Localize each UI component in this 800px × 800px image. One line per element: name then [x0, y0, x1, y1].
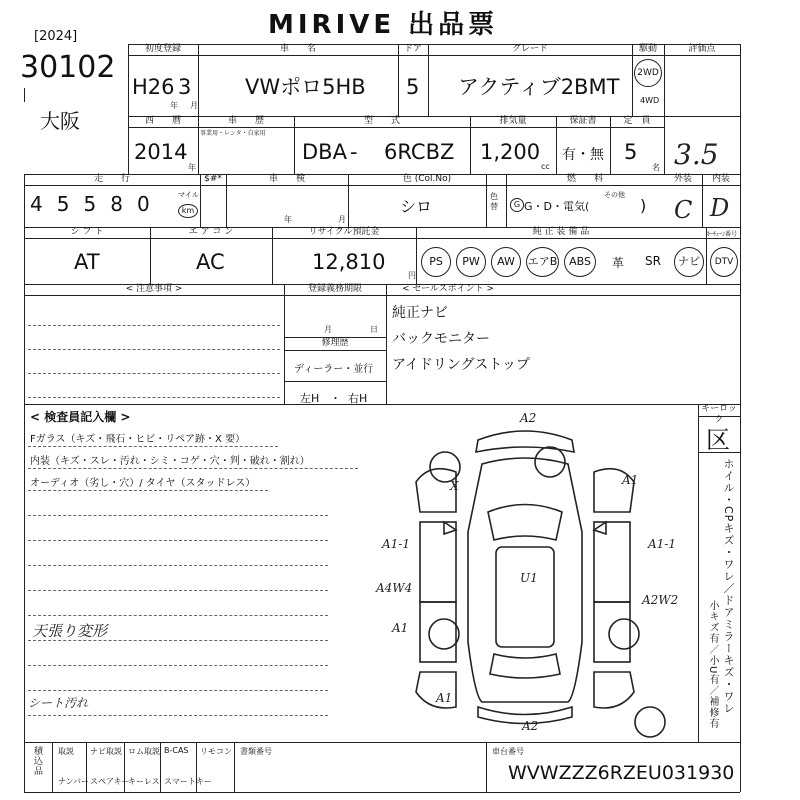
left-mirror: [444, 522, 456, 534]
seats: 5: [624, 140, 638, 164]
fuel-g-circled: G: [510, 198, 524, 212]
rear-window: [490, 654, 560, 678]
option-pw: PW: [456, 247, 486, 277]
year-model-label: 西 暦: [144, 116, 181, 126]
bottom-item-spare: スペアキー: [90, 777, 130, 786]
roof: [496, 547, 554, 647]
model-label: 型 式: [363, 116, 400, 126]
handwritten-note-2: シート汚れ: [28, 696, 89, 710]
mark-roof: U1: [520, 571, 538, 585]
year: 2014: [134, 140, 188, 164]
right-rear-fender: [594, 672, 634, 708]
wheel-rear-left: [429, 619, 459, 649]
mileage-digit: 8: [110, 192, 137, 216]
inspector-line-2: 内装（キズ・スレ・汚れ・シミ・コゲ・穴・判・破れ・割れ）: [30, 456, 310, 467]
row6-v1: [698, 404, 699, 742]
option-navi: ナビ: [674, 247, 704, 277]
keychain-label: ｷｰﾁｪｰﾝ番号: [707, 231, 738, 238]
person-unit: 名: [652, 163, 660, 172]
bottom-head-rom: ロム取説: [128, 747, 160, 756]
right-mirror: [594, 522, 606, 534]
inspector-dash: [28, 490, 268, 491]
doors: 5: [406, 75, 420, 99]
displacement: 1,200: [480, 140, 541, 164]
option-airbag: エアB: [526, 247, 559, 277]
inspector-dash: [28, 615, 328, 616]
history-label: 車 歴: [227, 116, 264, 126]
notes-label: < 注意事項 >: [125, 284, 183, 294]
color-value: シロ: [400, 197, 433, 216]
notes-line: [28, 373, 280, 374]
aircon-value: AC: [196, 250, 225, 274]
drive-2wd-circled: 2WD: [634, 59, 662, 87]
sales-point-2: バックモニター: [392, 331, 490, 347]
left-rear-door: [420, 602, 456, 662]
handle-right: 右H: [348, 392, 368, 405]
exterior-label: 外装: [673, 174, 692, 184]
option-abs: ABS: [564, 247, 596, 277]
color-label: 色 (Col.No): [402, 174, 452, 184]
displacement-label: 排気量: [499, 116, 527, 126]
bottom-head-bcas: B-CAS: [164, 746, 189, 755]
mileage-digit: 4: [30, 192, 57, 216]
right-rear-door: [594, 602, 630, 662]
bottom-v3: [160, 742, 161, 792]
model-prefix: DBA: [302, 140, 347, 164]
lot-divider: [24, 88, 25, 102]
spare-wheel: [635, 707, 665, 737]
right-front-door: [594, 522, 630, 602]
aircon-label: エ ア コ ン: [188, 227, 234, 237]
row4-header-line: [24, 238, 740, 239]
mark-front-bumper: A2: [520, 412, 537, 425]
eval-label: 評価点: [688, 44, 716, 54]
inspection-month-unit: 月: [338, 215, 346, 224]
option-sunroof: SR: [645, 254, 661, 268]
car-name-label: 車 名: [279, 44, 316, 54]
shift-value: AT: [74, 250, 100, 274]
fuel-label: 燃 料: [566, 174, 603, 184]
side-text: ホイル・CPキズ・ワレ／ドアミラーキズ・ワレ: [722, 458, 735, 715]
mileage-digit: 5: [56, 192, 84, 216]
grade: アクティブ2BMT: [458, 75, 620, 99]
recycle-label: リサイクル預託金: [308, 227, 380, 237]
handwritten-note-1: 天張り変形: [32, 622, 108, 640]
row1-header-line: [128, 55, 740, 56]
pick-label: 修理歴: [321, 338, 349, 348]
options-label: 純 正 装 備 品: [532, 227, 590, 237]
reg-month-label: 月: [324, 325, 332, 334]
sales-point-label: < セールスポイント >: [402, 284, 494, 294]
sales-point-1: 純正ナビ: [392, 305, 448, 321]
side-small: 小キズ有／小U有／補修有: [707, 600, 718, 730]
exterior-grade: C: [674, 196, 693, 224]
bottom-head-manual: 取説: [58, 747, 74, 756]
notes-line: [28, 325, 280, 326]
row5-v2: [386, 284, 387, 404]
inspector-dash: [28, 715, 328, 716]
reg-line-2: [284, 350, 386, 351]
row3-header-line: [24, 185, 740, 186]
drive-label: 駆動: [638, 44, 657, 54]
inspection-label: 車 検: [268, 174, 305, 184]
notes-line: [28, 397, 280, 398]
bottom-item-smartkey: スマートキー: [164, 777, 212, 786]
mark-right-door: A1-1: [648, 537, 676, 551]
inspector-dash: [28, 540, 328, 541]
wheel-rear-right: [609, 619, 639, 649]
wheel-front-left: [430, 452, 460, 482]
bottom-v6: [486, 742, 487, 792]
row1-v5: [664, 44, 665, 174]
inspector-dash: [28, 515, 328, 516]
mileage-digit: 5: [83, 192, 111, 216]
model-dash: -: [350, 140, 358, 164]
front-bumper: [476, 431, 574, 452]
chassis-number: WVWZZZ6RZEU031930: [508, 762, 735, 784]
mileage-digit: 0: [136, 192, 164, 216]
bottom-head-remote: リモコン: [200, 747, 232, 756]
form-title: MIRIVE 出品票: [268, 10, 499, 40]
location: 大阪: [40, 109, 80, 133]
bottom-v0: [52, 742, 53, 792]
grid-bottom: [24, 792, 740, 793]
mark-right-rear: A2W2: [642, 593, 679, 607]
fuel-options: G・D・電気(: [524, 200, 590, 213]
yen-unit: 円: [408, 271, 416, 280]
reg-line-3: [284, 381, 386, 382]
bottom-head-navi: ナビ取説: [90, 747, 122, 756]
warranty-label: 保証書: [569, 116, 597, 126]
reg-month: 3: [178, 75, 192, 99]
model-suffix: 6RCBZ: [384, 140, 455, 164]
interior-grade: D: [710, 194, 730, 222]
option-aw: AW: [491, 247, 521, 277]
bottom-left-label: 積込品: [32, 746, 42, 776]
grid-v-right: [740, 44, 741, 792]
year-tag: [2024]: [34, 29, 78, 44]
chassis-label: 車台番号: [492, 747, 524, 756]
mileage-digits: [30, 192, 180, 216]
km-unit-circled: km: [178, 204, 198, 218]
year-unit: 年: [170, 101, 178, 110]
seats-label: 定 員: [623, 116, 651, 126]
form-number-label: 書類番号: [240, 747, 272, 756]
option-leather: 革: [612, 256, 625, 270]
sales-point-3: アイドリングストップ: [392, 357, 530, 373]
drive-4wd: 4WD: [640, 96, 660, 105]
first-reg-label: 初度登録: [144, 44, 181, 54]
mark-right-front: A1: [622, 473, 639, 487]
warranty-value: 有・無: [562, 147, 604, 163]
grid-line-6: [24, 742, 740, 743]
mile-unit: マイル: [178, 191, 199, 199]
interior-label: 内装: [711, 174, 730, 184]
reg-expiry-label: 登録義務期限: [307, 284, 362, 294]
inspector-line-3: オーディオ（劣し・穴）/ タイヤ（スタッドレス）: [30, 478, 256, 489]
option-dtv: DTV: [710, 247, 738, 277]
inspector-dash: [28, 565, 328, 566]
handle-dot: ・: [330, 392, 341, 405]
shift-label: シ フ ト: [70, 227, 104, 237]
bottom-item-keyless: キーレス: [128, 777, 160, 786]
mark-left-front: X: [450, 479, 459, 493]
recycle-value: 12,810: [312, 250, 386, 274]
mark-left-bottom: A1: [436, 691, 453, 705]
cc-unit: cc: [541, 162, 550, 171]
mark-left-rear: A1: [392, 621, 409, 635]
option-ps: PS: [421, 247, 451, 277]
dealer-label: ディーラー・並行: [294, 364, 374, 375]
reg-era: H26: [132, 75, 175, 99]
notes-line: [28, 349, 280, 350]
score: 3.5: [674, 138, 719, 171]
inspector-dash: [28, 590, 328, 591]
car-damage-diagram: [360, 412, 690, 742]
handle-left: 左H: [300, 392, 320, 405]
grid-v-left: [24, 174, 25, 792]
door-label: ドア: [404, 44, 422, 54]
grid-v-left-top: [128, 44, 129, 174]
left-front-door: [420, 522, 456, 602]
mark-left-side: A4W4: [376, 581, 413, 595]
color-change-label: 色替: [490, 192, 498, 211]
inspection-year-unit: 年: [284, 215, 292, 224]
inspector-label: < 検査員記入欄 >: [30, 410, 131, 424]
inspector-dash: [28, 690, 328, 691]
bottom-item-number: ナンバー: [58, 777, 90, 786]
fuel-close: ): [640, 196, 647, 215]
row5-header-line: [24, 295, 740, 296]
lot-number: 30102: [20, 50, 116, 85]
month-unit: 月: [190, 101, 198, 110]
keylock-label: キーロック: [701, 404, 737, 425]
bottom-v5: [234, 742, 235, 792]
mark-left-door: A1-1: [382, 537, 410, 551]
mark-rear-bumper: A2: [522, 719, 539, 733]
meter-label: $#*: [204, 174, 222, 184]
fuel-other: その他: [604, 191, 625, 199]
mileage-label: 走 行: [93, 174, 130, 184]
inspector-dash: [28, 446, 278, 447]
inspector-dash: [28, 665, 328, 666]
car-name: VWポロ5HB: [245, 75, 366, 99]
grid-line-5: [24, 404, 740, 405]
inspector-line-1: Fガラス（キズ・飛石・ヒビ・リペア跡・X 要）: [30, 434, 246, 445]
windshield: [488, 505, 562, 541]
grade-label: グレード: [511, 44, 548, 54]
keylock-mark: 区: [706, 426, 730, 454]
inspector-dash: [28, 468, 358, 469]
history-note: 事業用・レンタ・自家用: [200, 130, 266, 137]
year-model-unit: 年: [188, 163, 196, 172]
reg-day-label: 日: [370, 325, 378, 334]
